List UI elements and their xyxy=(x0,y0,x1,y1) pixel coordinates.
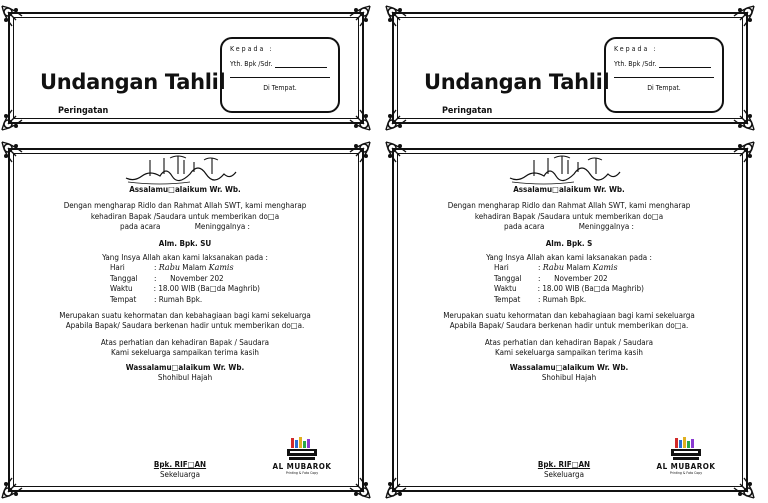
intro-line-2: kehadiran Bapak /Saudara untuk memberikan do□a xyxy=(474,211,664,221)
event-details xyxy=(494,263,644,305)
invitation-body xyxy=(404,185,734,384)
invitation-subtitle: Peringatan xyxy=(58,106,109,116)
intro-line-3: pada acara Meninggalnya : xyxy=(120,222,250,232)
invitation-card-right xyxy=(384,0,760,503)
address-box xyxy=(220,37,340,113)
ornament-corner-icon xyxy=(384,476,408,500)
ornament-corner-icon xyxy=(732,140,756,164)
intro-line-2: kehadiran Bapak /Saudara untuk memberikan do□a xyxy=(90,211,280,221)
event-intro: Yang Insya Allah akan kami laksanakan pada : xyxy=(102,253,268,263)
printer-logo xyxy=(656,436,716,486)
signer-role: Sekeluarga xyxy=(159,470,201,479)
ornament-corner-icon xyxy=(0,4,24,28)
invitation-title: Undangan Tahlil xyxy=(40,70,226,94)
farewell: Wassalamu□alaikum Wr. Wb. xyxy=(509,362,629,372)
signer-name: Bpk. RIF□AN xyxy=(537,460,591,469)
closing-line-1: Merupakan suatu kehormatan dan kebahagiaan bagi kami sekeluarga xyxy=(59,311,311,321)
thanks-line-1: Atas perhatian dan kehadiran Bapak / Saudara xyxy=(484,337,654,347)
logo-brand: AL MUBAROK xyxy=(272,462,332,471)
ornament-corner-icon xyxy=(732,4,756,28)
host-label: Shohibul Hajah xyxy=(541,373,597,383)
signature-block xyxy=(514,460,614,480)
ornament-corner-icon xyxy=(384,140,408,164)
signer-name: Bpk. RIF□AN xyxy=(153,460,207,469)
intro-line-1: Dengan mengharap Ridlo dan Rahmat Allah SWT, kami mengharap xyxy=(63,201,307,211)
detail-row-time: Waktu : 18.00 WIB (Ba□da Maghrib) xyxy=(110,284,260,294)
printer-logo-icon xyxy=(669,436,703,462)
bismillah-calligraphy-icon xyxy=(120,152,240,186)
ornament-corner-icon xyxy=(384,108,408,132)
event-details xyxy=(110,263,260,305)
ornament-corner-icon xyxy=(732,108,756,132)
host-label: Shohibul Hajah xyxy=(157,373,213,383)
detail-row-date: Tanggal : November 202 xyxy=(494,273,608,283)
closing-line-2: Apabila Bapak/ Saudara berkenan hadir untuk memberikan do□a. xyxy=(65,321,305,331)
bismillah-calligraphy-icon xyxy=(504,152,624,186)
address-recipient-label: Yth. Bpk /Sdr. xyxy=(614,60,657,68)
signature-block xyxy=(130,460,230,480)
address-place: Di Tempat. xyxy=(647,84,681,92)
deceased-name: Alm. Bpk. SU xyxy=(158,238,212,248)
detail-row-time: Waktu : 18.00 WIB (Ba□da Maghrib) xyxy=(494,284,644,294)
printer-logo xyxy=(272,436,332,486)
address-to-label: Kepada : xyxy=(230,45,274,53)
closing-line-1: Merupakan suatu kehormatan dan kebahagiaan bagi kami sekeluarga xyxy=(443,311,695,321)
ornament-corner-icon xyxy=(348,4,372,28)
address-blank-line xyxy=(614,75,714,78)
closing-line-2: Apabila Bapak/ Saudara berkenan hadir untuk memberikan do□a. xyxy=(449,321,689,331)
detail-row-day: Hari : Rabu Malam Kamis xyxy=(110,263,234,273)
farewell: Wassalamu□alaikum Wr. Wb. xyxy=(125,362,245,372)
intro-line-3: pada acara Meninggalnya : xyxy=(504,222,634,232)
intro-line-1: Dengan mengharap Ridlo dan Rahmat Allah SWT, kami mengharap xyxy=(447,201,691,211)
event-intro: Yang Insya Allah akan kami laksanakan pada : xyxy=(486,253,652,263)
invitation-body xyxy=(20,185,350,384)
logo-brand: AL MUBAROK xyxy=(656,462,716,471)
ornament-corner-icon xyxy=(0,140,24,164)
greeting: Assalamu□alaikum Wr. Wb. xyxy=(513,185,625,194)
address-to-label: Kepada : xyxy=(614,45,658,53)
signer-role: Sekeluarga xyxy=(543,470,585,479)
ornament-corner-icon xyxy=(384,4,408,28)
detail-value-day: : Rabu Malam Kamis xyxy=(538,263,618,273)
detail-value-day: : Rabu Malam Kamis xyxy=(154,263,234,273)
thanks-line-2: Kami sekeluarga sampaikan terima kasih xyxy=(495,348,643,358)
ornament-corner-icon xyxy=(732,476,756,500)
ornament-corner-icon xyxy=(0,476,24,500)
invitation-card-left xyxy=(0,0,376,503)
invitation-title: Undangan Tahlil xyxy=(424,70,610,94)
ornament-corner-icon xyxy=(348,476,372,500)
deceased-name: Alm. Bpk. S xyxy=(545,238,593,248)
address-place: Di Tempat. xyxy=(263,84,297,92)
logo-tagline: Printing & Foto Copy xyxy=(669,471,703,475)
logo-tagline: Printing & Foto Copy xyxy=(285,471,319,475)
ornament-corner-icon xyxy=(0,108,24,132)
address-recipient-label: Yth. Bpk /Sdr. xyxy=(230,60,273,68)
detail-row-place: Tempat : Rumah Bpk. xyxy=(110,294,203,304)
address-blank-line xyxy=(230,75,330,78)
printer-logo-icon xyxy=(285,436,319,462)
ornament-corner-icon xyxy=(348,140,372,164)
greeting: Assalamu□alaikum Wr. Wb. xyxy=(129,185,241,194)
detail-row-place: Tempat : Rumah Bpk. xyxy=(494,294,587,304)
invitation-subtitle: Peringatan xyxy=(442,106,493,116)
thanks-line-1: Atas perhatian dan kehadiran Bapak / Saudara xyxy=(100,337,270,347)
ornament-corner-icon xyxy=(348,108,372,132)
detail-row-date: Tanggal : November 202 xyxy=(110,273,224,283)
detail-row-day: Hari : Rabu Malam Kamis xyxy=(494,263,618,273)
address-box xyxy=(604,37,724,113)
thanks-line-2: Kami sekeluarga sampaikan terima kasih xyxy=(111,348,259,358)
